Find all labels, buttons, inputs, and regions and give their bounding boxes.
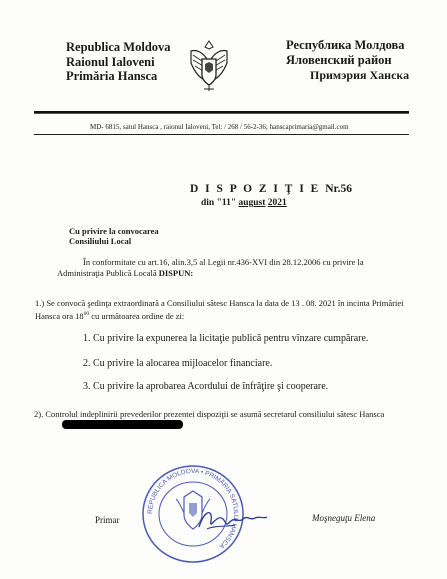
redaction-bar (62, 420, 183, 429)
convocation-text-a: 1.) Se convocă şedinţa extraordinară a Consiliului sătesc Hansca la data de 13 . 08. 2021 în incinta Primăriei Hansca ora 18 (35, 298, 404, 321)
address-rule (34, 134, 409, 135)
seal-text: REPUBLICA MOLDOVA • PRIMĂRIA SATULUI HANSCA (146, 467, 240, 550)
header-mayoralty-ro: Primăria Hansca (66, 69, 158, 83)
coat-of-arms-icon (187, 37, 231, 95)
document-number: Nr.56 (325, 183, 352, 195)
address-line: MD- 6815, satul Hansca , raionul Ialoveni, Tel: / 268 / 56-2-36; hanscaprimaria@gmail.com (90, 123, 349, 131)
paragraph-legal-basis (57, 257, 407, 279)
mayor-name: Moşneguţu Elena (312, 513, 376, 523)
date-month: august (238, 198, 266, 208)
header-country-ro: Republica Moldova (66, 40, 171, 54)
handwritten-signature-icon (195, 505, 270, 535)
legal-basis-text: În conformitate cu art.16, alin.3,5 al Legii nr.436-XVI din 28.12.2006 cu privire la Administraţia Publică Locală (57, 257, 364, 278)
header-left (66, 40, 171, 84)
agenda-item: 1. Cu privire la expunerea la licitaţie publică pentru vînzare cumpărare. (83, 333, 369, 344)
subject-line-1: Cu privire la convocarea (69, 226, 159, 236)
agenda-item: 2. Cu privire la alocarea mijloacelor financiare. (83, 358, 273, 369)
agenda-item: 3. Cu privire la aprobarea Acordului de înfrăţire şi cooperare. (83, 381, 329, 392)
header-country-ru: Республика Молдова (286, 38, 405, 52)
subject-block (69, 226, 159, 246)
header-mayoralty-ru: Примэрия Хансκа (310, 68, 410, 82)
header-rule-thin (34, 113, 409, 114)
title-word: D I S P O Z I Ţ I E (190, 183, 321, 195)
subject-line-2: Consiliului Local (69, 236, 132, 246)
document-title (190, 183, 352, 195)
header-right (286, 38, 409, 83)
convocation-time-sup: 00 (83, 311, 90, 317)
document-date (201, 198, 287, 208)
paragraph-control: 2). Controlul indeplinirii prevederilor prezentei dispoziţii se asumă secretarul consiliului sătesc Hansca (34, 409, 385, 419)
dispun-keyword: DISPUN: (158, 268, 194, 278)
date-year: 2021 (267, 198, 287, 208)
header-district-ru: Яловенский район (286, 53, 392, 67)
convocation-text-b: cu următoarea ordine de zi: (89, 310, 185, 321)
header-district-ro: Raionul Ialoveni (66, 54, 155, 69)
signature-label: Primar (95, 515, 120, 525)
paragraph-convocation (35, 298, 410, 322)
date-prefix: din "11" (201, 198, 237, 208)
